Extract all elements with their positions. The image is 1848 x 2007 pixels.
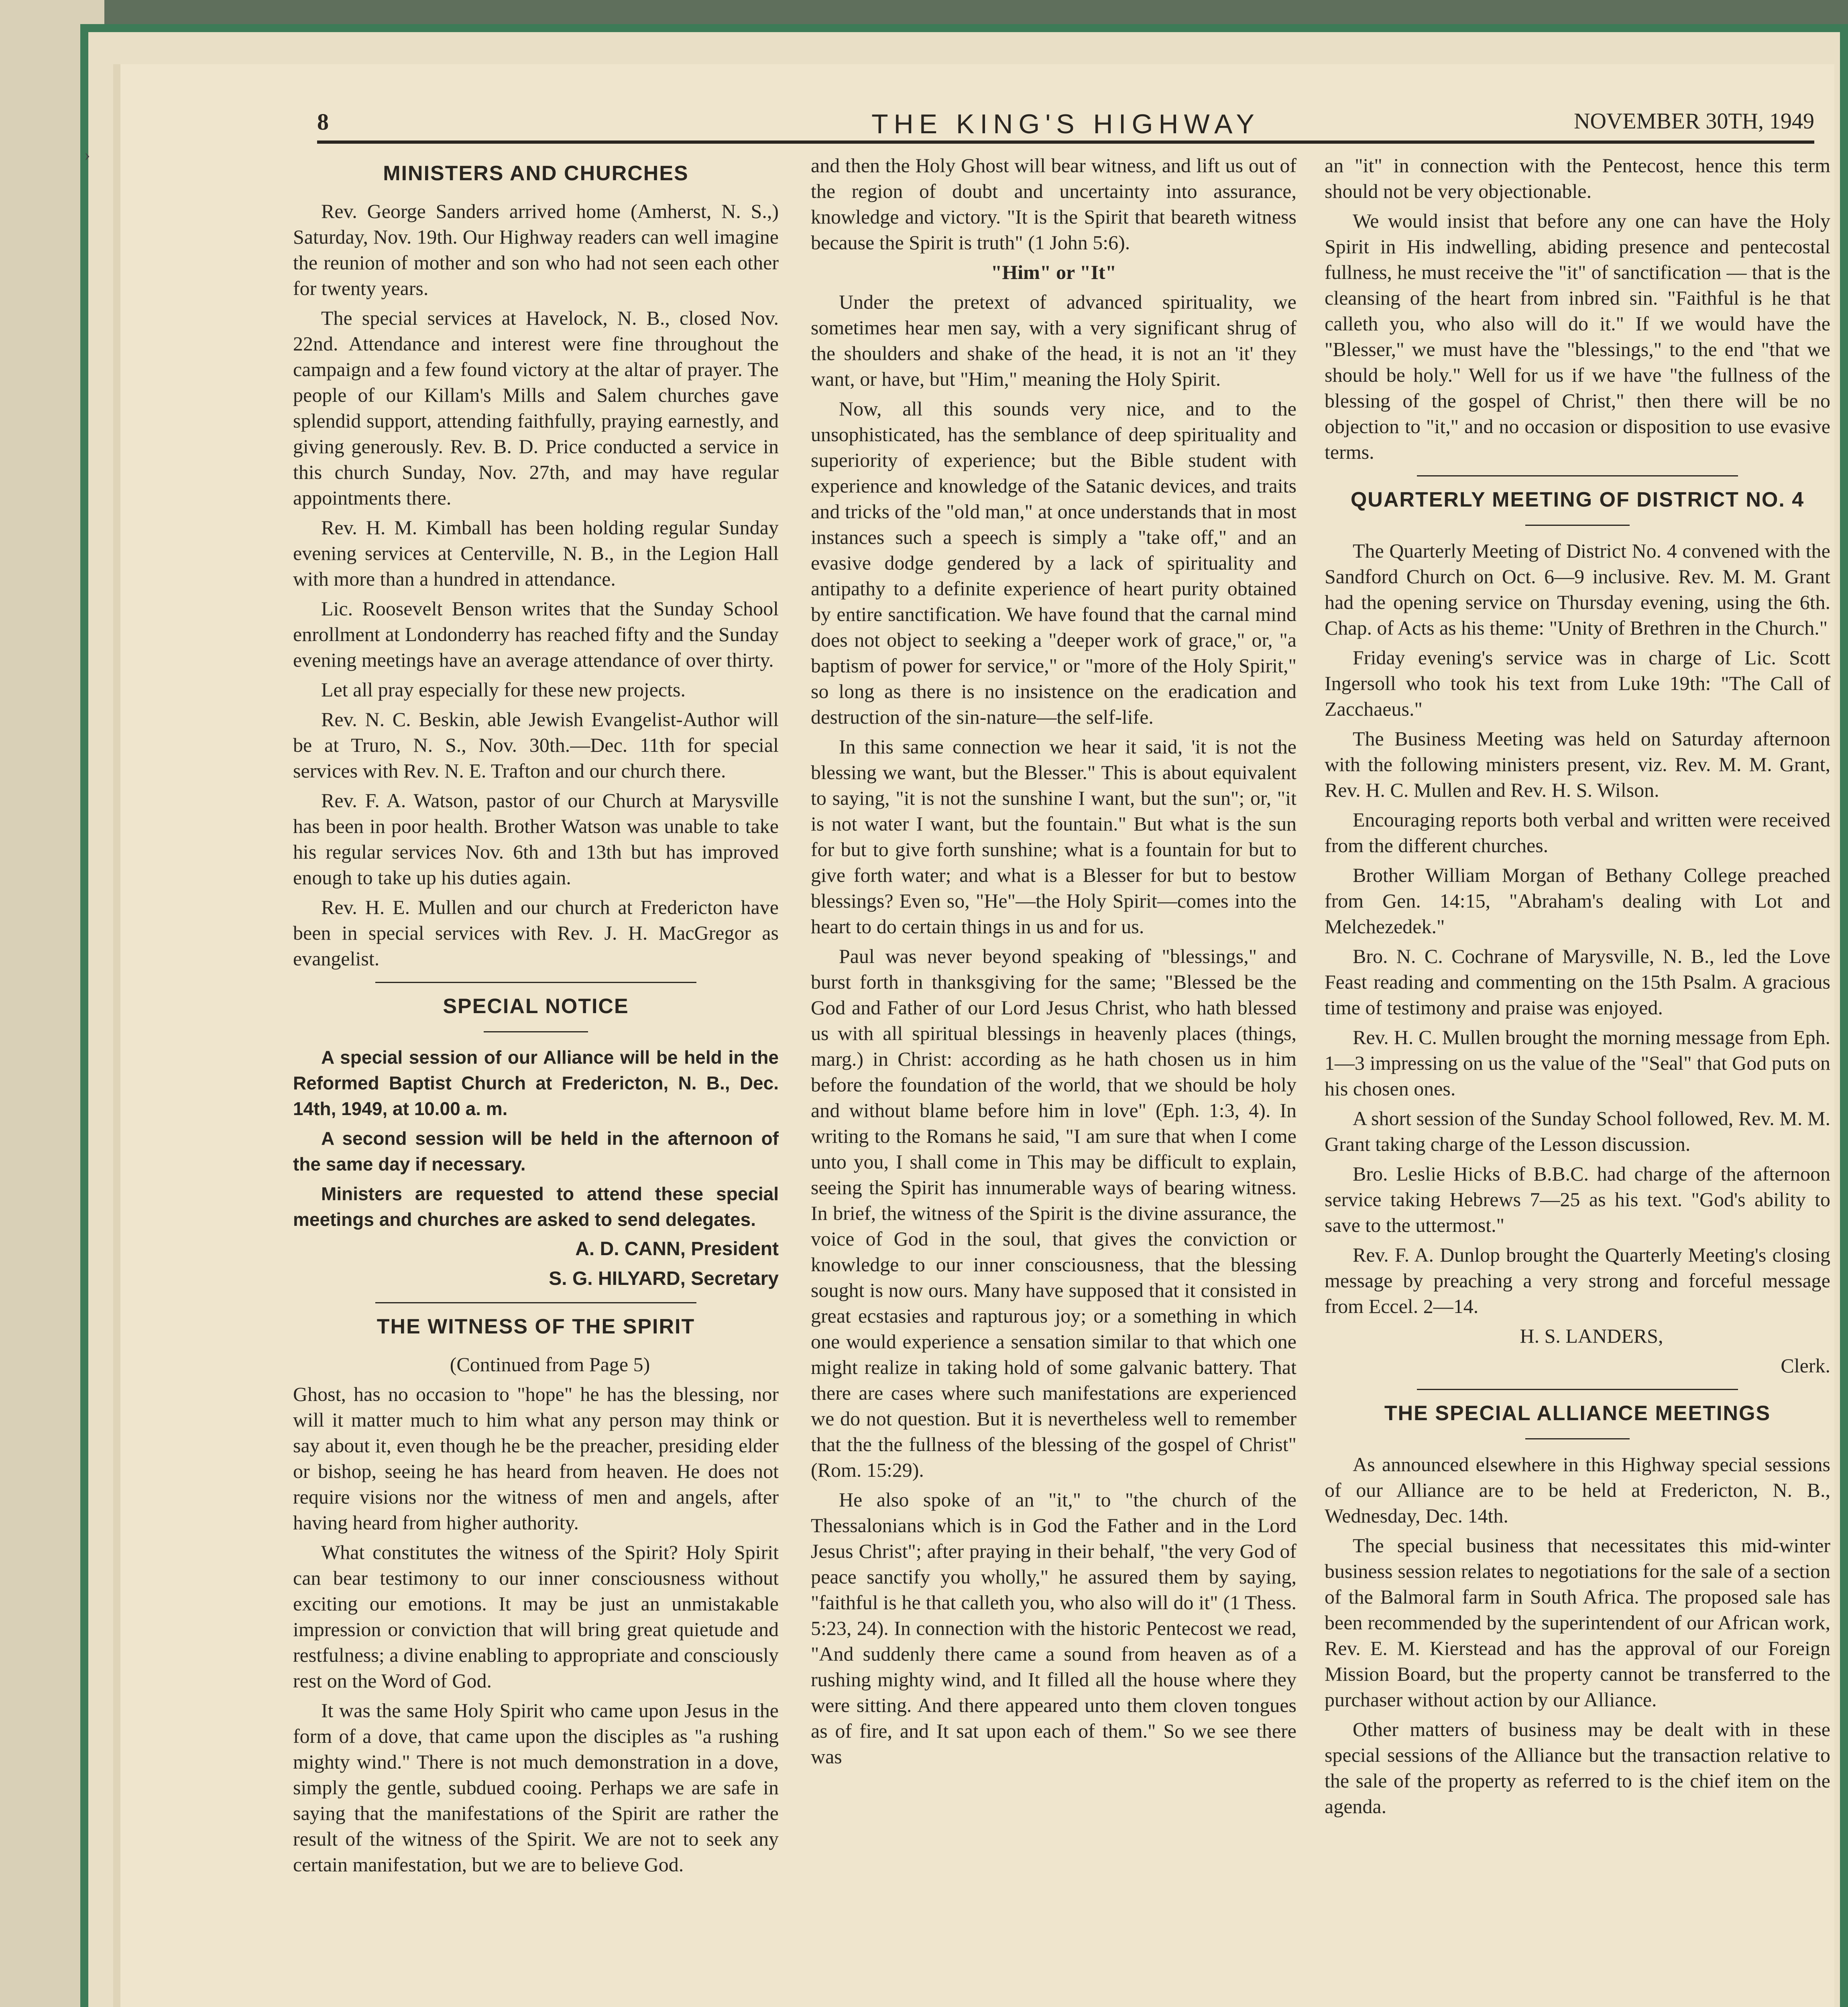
notice-paragraph: A special session of our Alliance will be held in the Reformed Baptist Church at Fredericton, N. B., Dec. 14th, 1949, at 10.00 a. m.: [293, 1047, 779, 1119]
paragraph: The Quarterly Meeting of District No. 4 convened with the Sandford Church on Oct. 6—9 inclusive. Rev. M. M. Grant had the opening service on Thursday evening, using the 6th. Chap. of Acts as his theme: "Unity of Brethren in the Church.": [1325, 539, 1830, 639]
signature-clerk-name: H. S. LANDERS,: [1520, 1325, 1663, 1347]
header-rule: [317, 140, 1814, 144]
paragraph: In this same connection we hear it said, 'it is not the blessing we want, but the Blesser." This is about equivalent to saying, "it is not the sunshine I want, but the sun"; or, "it is not water I want, but the fountain." But what is the sun for but to give forth sunshine; what is a fountain for but to give forth water; and what is a Blesser for but to bestow blessings? Even so, "He"—the Holy Spirit—comes into the heart to do certain things in us and for us.: [811, 735, 1296, 938]
issue-date: NOVEMBER 30TH, 1949: [1574, 109, 1814, 134]
paragraph: Paul was never beyond speaking of "blessings," and burst forth in thanksgiving for the same; "Blessed be the God and Father of our Lord Jesus Christ, who hath blessed us with all spiritual blessings in heavenly places (things, marg.) in Christ: according as he hath chosen us in him before the foundation of the world, that we should be holy and without blame before him in love" (Eph. 1:3, 4). In writing to the Romans he said, "I am sure that when I come unto you, I shall come in This may be difficult to explain, seeing the Spirit has innumerable ways of bearing witness. In brief, the witness of the Spirit is the divine assurance, the voice of God in the soul, that gives the conviction or knowledge to our inner consciousness, that the blessing sought is now ours. Many have supposed that it consisted in great ecstasies and rapturous joy; or a something in which one would experience a sensation similar to that which one might realize in taking hold of some galvanic battery. That there are cases where such manifestations are experienced we do not question. But it is nevertheless well to remember that the the fullness of the blessing of the gospel of Christ" (Rom. 15:29).: [811, 945, 1296, 1481]
column-3: [1325, 153, 1830, 1823]
paragraph: Rev. F. A. Dunlop brought the Quarterly Meeting's closing message by preaching a very strong and forceful message from Eccel. 2—14.: [1325, 1244, 1830, 1317]
paragraph: an "it" in connection with the Pentecost, hence this term should not be very objectionable.: [1325, 154, 1830, 202]
paragraph: The special business that necessitates this mid-winter business session relates to negotiations for the sale of a section of the Balmoral farm in South Africa. The proposed sale has been recommended by the superintendent of our African work, Rev. E. M. Kierstead and has the approval of our Foreign Mission Board, but the property cannot be transferred to the purchaser without action by our Alliance.: [1325, 1534, 1830, 1711]
paragraph: As announced elsewhere in this Highway special sessions of our Alliance are to be held at Fredericton, N. B., Wednesday, Dec. 14th.: [1325, 1453, 1830, 1527]
divider: [484, 1031, 588, 1032]
paragraph: Rev. N. C. Beskin, able Jewish Evangelist-Author will be at Truro, N. S., Nov. 30th.—Dec. 11th for special services with Rev. N. E. Trafton and our church there.: [293, 708, 779, 782]
notice-body: [293, 1044, 779, 1232]
paragraph: He also spoke of an "it," to "the church of the Thessalonians which is in God the Father and in the Lord Jesus Christ"; after praying in their behalf, "the very God of peace sanctify you wholly," he assured them by saying, "faithful is he that calleth you, who also will do it" (1 Thess. 5:23, 24). In connection with the historic Pentecost we read, "And suddenly there came a sound from heaven as of a rushing mighty wind, and It filled all the house where they were sitting. And there appeared unto them cloven tongues as of fire, and It sat upon each of them." So we see there was: [811, 1488, 1296, 1768]
paragraph: Friday evening's service was in charge of Lic. Scott Ingersoll who took his text from Luke 19th: "The Call of Zacchaeus.": [1325, 646, 1830, 720]
paragraph: Lic. Roosevelt Benson writes that the Sunday School enrollment at Londonderry has reached fifty and the Sunday evening meetings have an average attendance of over thirty.: [293, 597, 779, 671]
paragraph: Rev. H. M. Kimball has been holding regular Sunday evening services at Centerville, N. B., in the Legion Hall with more than a hundred in attendance.: [293, 516, 779, 590]
continued-note: (Continued from Page 5): [450, 1353, 650, 1376]
divider: [1417, 475, 1738, 476]
paragraph: Now, all this sounds very nice, and to the unsophisticated, has the semblance of deep spirituality and superiority of experience; but the Bible student with experience and knowledge of the Satanic devices, and traits and tricks of the "old man," at once understands that in most instances such a speech is simply a "take off," and an evasive dodge gendered by a lack of spirituality and antipathy to a definite experience of heart purity obtained by entire sanctification. We have found that the carnal mind does not object to seeking a "deeper work of grace," or, "a baptism of power for service," or "more of the Holy Spirit," so long as there is no insistence on the eradication and destruction of the sin-nature—the self-life.: [811, 397, 1296, 728]
column-2: [811, 153, 1296, 1773]
paragraph: The special services at Havelock, N. B., closed Nov. 22nd. Attendance and interest were fine throughout the campaign and a few found victory at the altar of prayer. The people of our Killam's Mills and Salem churches gave splendid support, attending faithfully, praying earnestly, and giving generously. Rev. B. D. Price conducted a service in this church Sunday, Nov. 27th, and may have regular appointments there.: [293, 307, 779, 509]
page-number: 8: [317, 109, 329, 135]
paragraph: Encouraging reports both verbal and written were received from the different churches.: [1325, 808, 1830, 857]
signature-president: A. D. CANN, President: [575, 1238, 779, 1260]
subheading-him-or-it: "Him" or "It": [991, 261, 1117, 283]
column-1: [293, 153, 779, 1881]
paragraph: Under the pretext of advanced spirituality, we sometimes hear men say, with a very significant shrug of the shoulders and shake of the head, it is not an 'it' they want, or have, but "Him," meaning the Holy Spirit.: [811, 291, 1296, 390]
paragraph: Rev. H. E. Mullen and our church at Fredericton have been in special services with Rev. J. H. MacGregor as evangelist.: [293, 896, 779, 970]
signature-secretary: S. G. HILYARD, Secretary: [549, 1268, 779, 1289]
newspaper-page: [120, 64, 1834, 2007]
paragraph: Rev. H. C. Mullen brought the morning message from Eph. 1—3 impressing on us the value of the "Seal" that God puts on his chosen ones.: [1325, 1026, 1830, 1100]
paragraph: A short session of the Sunday School followed, Rev. M. M. Grant taking charge of the Lesson discussion.: [1325, 1107, 1830, 1155]
paragraph: Other matters of business may be dealt with in these special sessions of the Alliance but the transaction relative to the sale of the property as referred to is the chief item on the agenda.: [1325, 1718, 1830, 1818]
paragraph: The Business Meeting was held on Saturday afternoon with the following ministers present, viz. Rev. M. M. Grant, Rev. H. C. Mullen and Rev. H. S. Wilson.: [1325, 727, 1830, 801]
heading-quarterly-meeting: QUARTERLY MEETING OF DISTRICT NO. 4: [1350, 488, 1805, 511]
heading-ministers-and-churches: MINISTERS AND CHURCHES: [383, 162, 689, 185]
divider: [375, 982, 696, 983]
margin-mark-icon: ›: [84, 145, 90, 165]
paragraph: We would insist that before any one can have the Holy Spirit in His indwelling, abiding presence and pentecostal fullness, he must receive the "it" of sanctification — that is the cleansing of the heart from inbred sin. "Faithful is he that calleth you, who also will do it." If we would have the "Blesser," we must have the "blessings," to the end "that we should be holy." Well for us if we have "the fullness of the blessing of the gospel of Christ," then there will be no objection to "it," and no occasion or disposition to use evasive terms.: [1325, 210, 1830, 463]
paragraph: Ghost, has no occasion to "hope" he has the blessing, nor will it matter much to him what any person may think or say about it, even though he be the preacher, presiding elder or bishop, seeing he has heard from heaven. He does not require visions nor the witness of men and angels, after having heard from higher authority.: [293, 1383, 779, 1534]
paragraph: Bro. N. C. Cochrane of Marysville, N. B., led the Love Feast reading and commenting on the 15th Psalm. A gracious time of testimony and praise was enjoyed.: [1325, 945, 1830, 1019]
paragraph: Rev. F. A. Watson, pastor of our Church at Marysville has been in poor health. Brother Watson was unable to take his regular services Nov. 6th and 13th but has improved enough to take up his duties again.: [293, 789, 779, 889]
paragraph: and then the Holy Ghost will bear witness, and lift us out of the region of doubt and uncertainty into assurance, knowledge and victory. "It is the Spirit that beareth witness because the Spirit is truth" (1 John 5:6).: [811, 154, 1296, 254]
notice-paragraph: Ministers are requested to attend these special meetings and churches are asked to send delegates.: [293, 1183, 779, 1230]
masthead-title: THE KING'S HIGHWAY: [871, 109, 1260, 139]
heading-special-notice: SPECIAL NOTICE: [443, 995, 629, 1018]
divider: [1525, 525, 1630, 526]
heading-witness-of-the-spirit: THE WITNESS OF THE SPIRIT: [377, 1315, 695, 1338]
page-header: [317, 108, 1814, 139]
heading-special-alliance-meetings: THE SPECIAL ALLIANCE MEETINGS: [1384, 1402, 1771, 1425]
paragraph: Brother William Morgan of Bethany College preached from Gen. 14:15, "Abraham's dealing with Lot and Melchezedek.": [1325, 864, 1830, 938]
paragraph: Let all pray especially for these new projects.: [321, 678, 686, 701]
signature-clerk-role: Clerk.: [1781, 1354, 1830, 1377]
divider: [1525, 1438, 1630, 1439]
notice-paragraph: A second session will be held in the afternoon of the same day if necessary.: [293, 1128, 779, 1174]
paragraph: Rev. George Sanders arrived home (Amherst, N. S.,) Saturday, Nov. 19th. Our Highway readers can well imagine the reunion of mother and son who had not seen each other for twenty years.: [293, 200, 779, 299]
divider: [375, 1302, 696, 1303]
paragraph: What constitutes the witness of the Spirit? Holy Spirit can bear testimony to our inner consciousness without exciting our emotions. It may be just an unmistakable impression or conviction that will bring great quietude and restfulness; a divine enabling to appropriate and consciously rest on the Word of God.: [293, 1541, 779, 1692]
paragraph: Bro. Leslie Hicks of B.B.C. had charge of the afternoon service taking Hebrews 7—25 as his text. "God's ability to save to the uttermost.": [1325, 1162, 1830, 1236]
divider: [1417, 1389, 1738, 1390]
paragraph: It was the same Holy Spirit who came upon Jesus in the form of a dove, that came upon the disciples as "a rushing mighty wind." There is not much demonstration in a dove, simply the gentle, subdued cooing. Perhaps we are safe in saying that the manifestations of the Spirit are rather the result of the witness of the Spirit. We are not to seek any certain manifestation, but we are to believe God.: [293, 1699, 779, 1876]
